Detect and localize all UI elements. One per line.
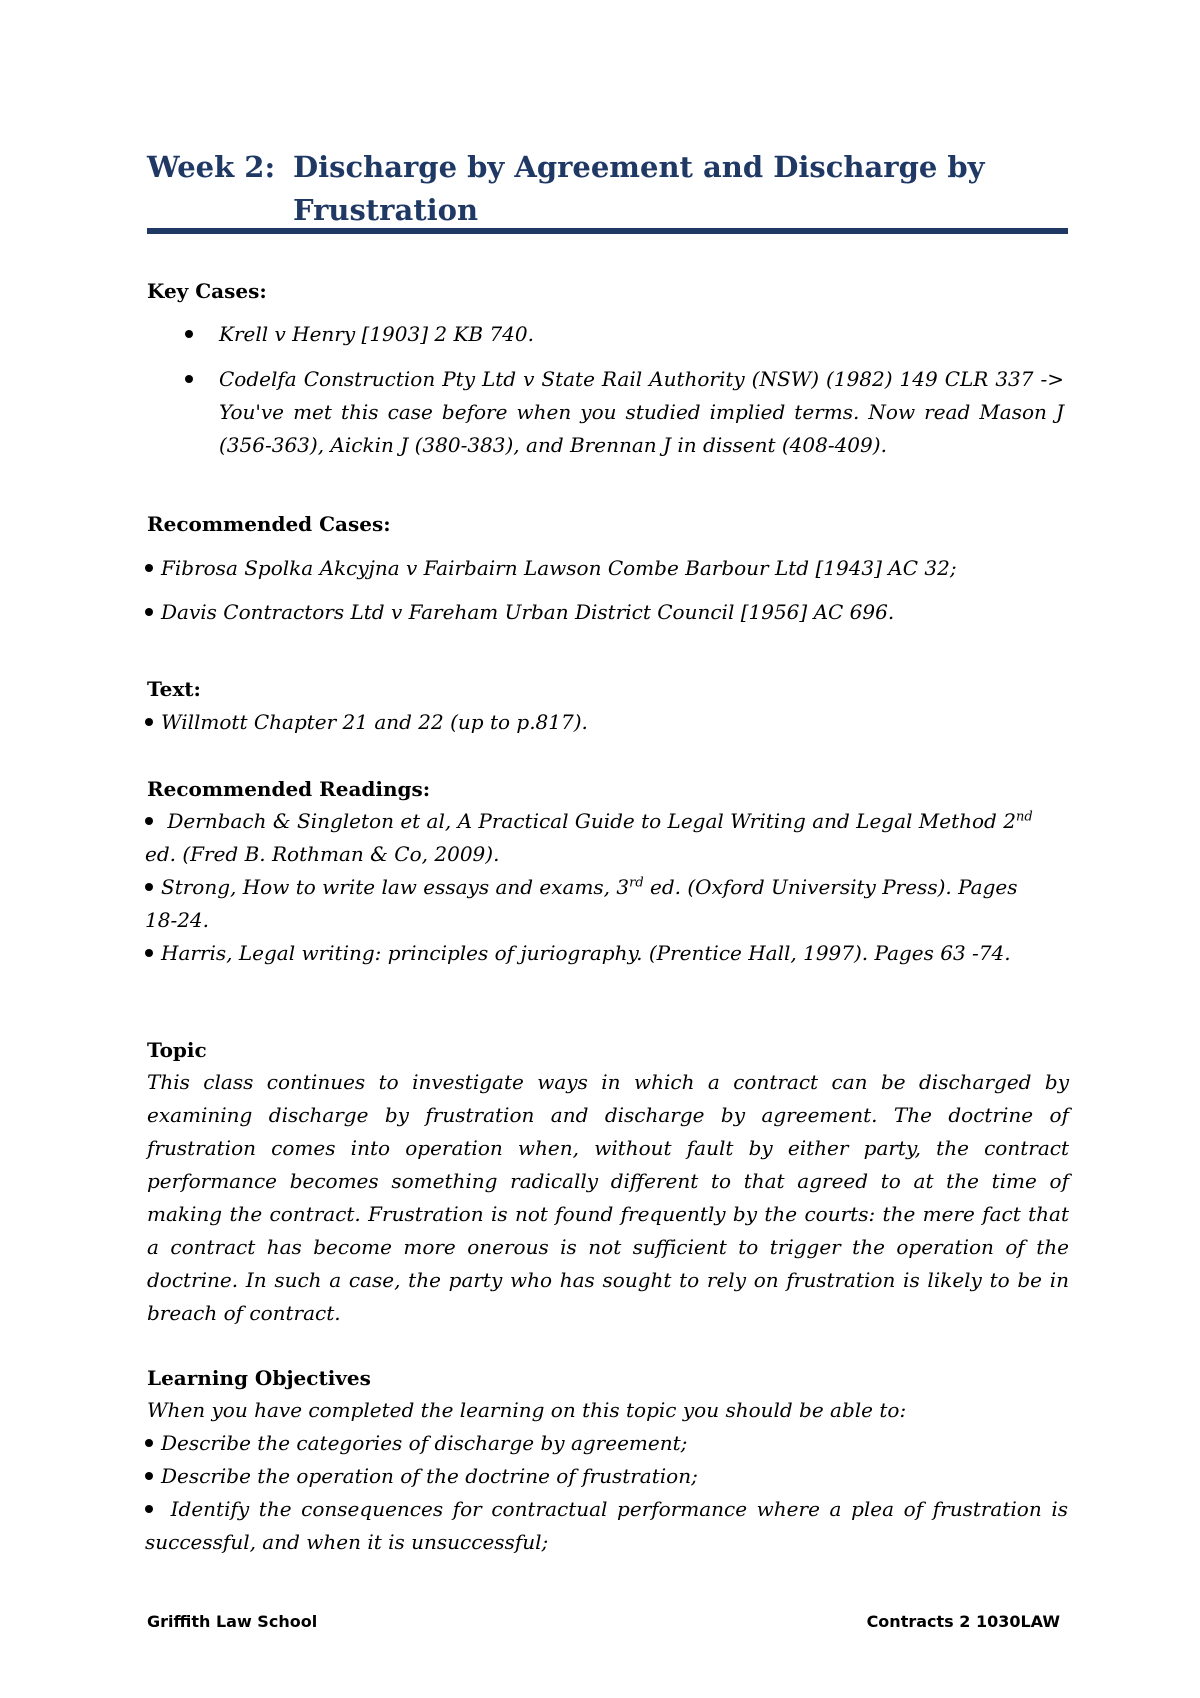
bullet-icon xyxy=(145,1439,153,1447)
reading-item: Strong, How to write law essays and exams, 3rd ed. (Oxford University Press). Pages 18-24. xyxy=(145,875,1018,932)
bullet-icon xyxy=(185,330,193,338)
bullet-icon xyxy=(145,718,153,726)
reading-item: Harris, Legal writing: principles of juriography. (Prentice Hall, 1997). Pages 63 -74. xyxy=(145,937,1070,970)
title-week: Week 2: xyxy=(147,150,276,184)
bullet-icon xyxy=(145,883,153,891)
topic-heading: Topic xyxy=(147,1038,207,1062)
objective-item: Describe the categories of discharge by agreement; xyxy=(145,1427,1070,1460)
text-item: Willmott Chapter 21 and 22 (up to p.817). xyxy=(145,706,1070,739)
recommended-readings-heading: Recommended Readings: xyxy=(147,777,431,801)
key-cases-heading: Key Cases: xyxy=(147,279,267,303)
document-page: Week 2: Discharge by Agreement and Discharge by Frustration Key Cases: Krell v Henry [1903] 2 KB 740. Codelfa Construction Pty Ltd v State Rail Authority (NSW) (1982) 149 CLR 337 -> You've met this case before when you studied implied terms. Now read Mason J (356-363), Aickin J (380-383), and Brennan J in dissent (408-409). Recommended Cases: Fibrosa Spolka Akcyjna v Fairbairn Lawson Combe Barbour Ltd [1943] AC 32; Davis Contractors Ltd v Fareham Urban District Council [1956] AC 696. Text: Willmott Chapter 21 and 22 (up to p.817). Recommended Readings: Dernbach & Singleton et al, A Practical Guide to Legal Writing and Legal Method 2nd ed. (Fred B. Rothman & Co, 2009). Strong, How to write law essays and exams, 3rd ed. (Oxford University Press). Pages 18-24. Harris, Legal writing: principles of juriography. (Prentice Hall, 1997). Pages 63 -74. Topic This class continues to investigate ways in which a contract can be discharged by examining discharge by frustration and discharge by agreement. The doctrine of frustration comes into operation when, without fault by either party, the contract performance becomes something radically different to that agreed to at the time of making the contract. Frustration is not found frequently by the courts: the mere fact that a contract has become more onerous is not sufficient to trigger the operation of the doctrine. In such a case, the party who has sought to rely on frustration is likely to be in breach of contract. Learning Objectives When you have completed the learning on this topic you should be able to: Describe the categories of discharge by agreement; Describe the operation of the doctrine of frustration; Identify the consequences for contractual performance where a plea of frustration is successful, and when it is unsuccessful; Griffith Law School Contracts 2 1030LAW xyxy=(0,0,1200,1698)
objective-item: Identify the consequences for contractual performance where a plea of frustration is successful, and when it is unsuccessful; xyxy=(145,1497,1068,1554)
key-case-item: Codelfa Construction Pty Ltd v State Rail Authority (NSW) (1982) 149 CLR 337 -> You've met this case before when you studied implied terms. Now read Mason J (356-363), Aickin J (380-383), and Brennan J in dissent (408-409). xyxy=(185,363,1065,463)
reading-item: Dernbach & Singleton et al, A Practical Guide to Legal Writing and Legal Method 2nd ed. (Fred B. Rothman & Co, 2009). xyxy=(145,809,1033,866)
title-rule xyxy=(147,228,1068,234)
text-heading: Text: xyxy=(147,677,201,701)
recommended-case-item: Davis Contractors Ltd v Fareham Urban District Council [1956] AC 696. xyxy=(145,596,1070,629)
bullet-icon xyxy=(145,817,153,825)
objective-item: Describe the operation of the doctrine of frustration; xyxy=(145,1460,1070,1493)
topic-body: This class continues to investigate ways in which a contract can be discharged by examining discharge by frustration and discharge by agreement. The doctrine of frustration comes into operation when, without fault by either party, the contract performance becomes something radically different to that agreed to at the time of making the contract. Frustration is not found frequently by the courts: the mere fact that a contract has become more onerous is not sufficient to trigger the operation of the doctrine. In such a case, the party who has sought to rely on frustration is likely to be in breach of contract. xyxy=(147,1070,1069,1325)
recommended-case-item: Fibrosa Spolka Akcyjna v Fairbairn Lawson Combe Barbour Ltd [1943] AC 32; xyxy=(145,552,1070,585)
recommended-cases-heading: Recommended Cases: xyxy=(147,512,391,536)
bullet-icon xyxy=(145,1505,153,1513)
learning-objectives-intro: When you have completed the learning on this topic you should be able to: xyxy=(147,1398,907,1422)
title-main: Discharge by Agreement and Discharge by Frustration xyxy=(293,150,985,227)
bullet-icon xyxy=(145,608,153,616)
bullet-icon xyxy=(185,375,193,383)
learning-objectives-heading: Learning Objectives xyxy=(147,1366,371,1390)
bullet-icon xyxy=(145,564,153,572)
footer-right: Contracts 2 1030LAW xyxy=(866,1612,1060,1631)
bullet-icon xyxy=(145,1472,153,1480)
footer-left: Griffith Law School xyxy=(147,1612,318,1631)
bullet-icon xyxy=(145,949,153,957)
